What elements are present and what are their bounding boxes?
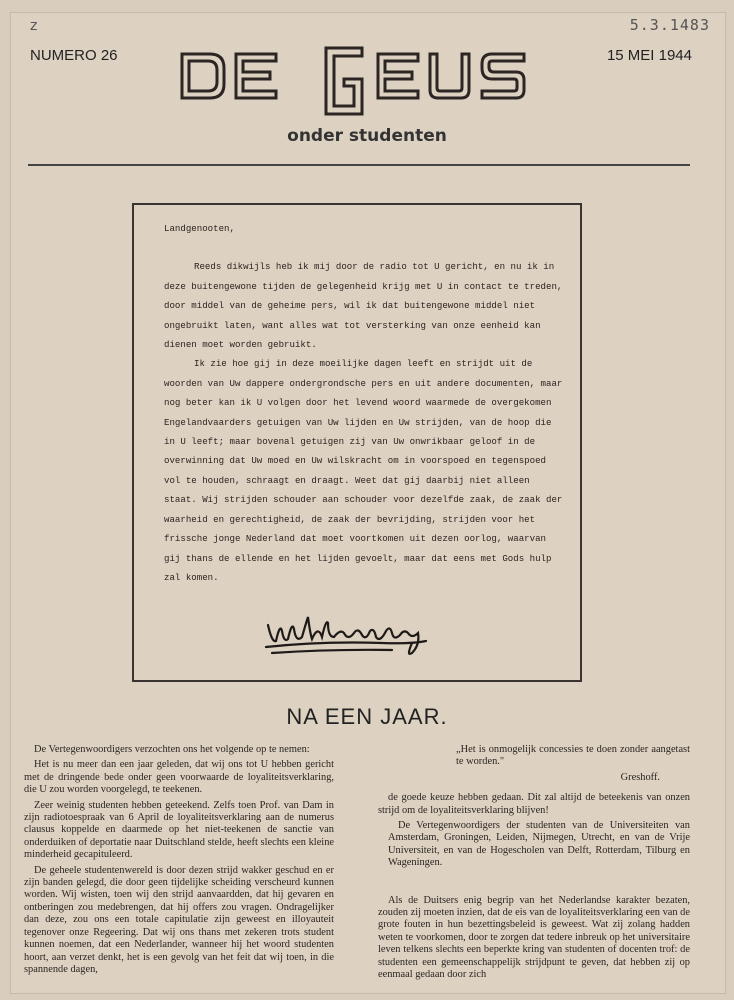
- header-divider: [28, 164, 690, 166]
- letter-salutation: Landgenooten,: [164, 223, 235, 234]
- signature-wilhelmina: [262, 603, 432, 663]
- letter-paragraph-2: Ik zie hoe gij in deze moeilijke dagen leeft en strijdt uit de woorden van Uw dappere ondergrondsche pers en uit andere documenten, maar nog beter kan ik U volgen door het levend woord waarmede de overgekomen Engelandvaarders getuigen van Uw lijden en Uw strijden, van de hoop die in U leeft; maar bovenal getuigen zij van Uw onwrikbaar geloof in de overwinning dat Uw moed en Uw wilskracht om in voorspoed en tegenspoed vol te houden, schraagt en draagt. Weet dat gij daarbij niet alleen staat. Wij strijden schouder aan schouder voor dezelfde zaak, de zaak der waarheid en gerechtigheid, de zaak der bevrijding, strijden voor het frissche jonge Nederland dat moet voortkomen uit dezen oorlog, waarvan gij thans de ellende en het lijden gevoelt, maar dat eens met Gods hulp zal komen.: [164, 358, 563, 583]
- archive-number: 5.3.1483: [629, 16, 710, 34]
- article-paragraph: Het is nu meer dan een jaar geleden, dat wij ons tot U hebben gericht met de dringende bede onder geen voorwaarde de loyaliteitsverklaring, die U zou worden voorgelegd, te teekenen.: [24, 759, 334, 796]
- article-paragraph: De Vertegenwoordigers der studenten van de Universiteiten van Amsterdam, Groningen, Leiden, Nijmegen, Utrecht, en van de Vrije Universiteit, en van de Hogescholen van Delft, Rotterdam, Tilburg en Wageningen.: [388, 820, 690, 869]
- letter-paragraph-1: Reeds dikwijls heb ik mij door de radio tot U gericht, en nu ik in deze buitengewone tijden de gelegenheid krijg met U in contact te treden, door middel van de geheime pers, wil ik dat buitengewone middel niet ongebruikt laten, want alles wat tot versterking van onze eenheid kan dienen moet worden gebruikt.: [164, 261, 563, 351]
- letter-body: [164, 219, 564, 587]
- svg-text:DE GEUS: DE GEUS: [363, 116, 368, 117]
- article-paragraph: Zeer weinig studenten hebben geteekend. Zelfs toen Prof. van Dam in zijn radiotoespraak van 6 April de loyaliteitsverklaring aan de numerus clausus koppelde en daarmede op het niet-teekenen de sanctie van onderduiken of deportatie naar Duitschland stelde, heeft slechts een kleine minderheid gecapituleerd.: [24, 799, 334, 861]
- article-paragraph: De Vertegenwoordigers verzochten ons het volgende op te nemen:: [34, 744, 310, 755]
- article-right-column: [378, 744, 690, 985]
- article-paragraph: de goede keuze hebben gedaan. Dit zal altijd de beteekenis van onzen strijd om de loyaliteitsverklaring blijven!: [378, 792, 690, 816]
- article-title: NA EEN JAAR.: [286, 704, 448, 729]
- article-paragraph: Als de Duitsers enig begrip van het Nederlandse karakter bezaten, zouden zij moeten inzien, dat de eis van de loyaliteitsverklaring een van de grote fouten in hun bezettingsbeleid is geweest. Wat zij zolang hadden weten te voorkomen, door te zorgen dat tedere inbreuk op het universitaire leven telkens slechts een beperkte kring van studenten of docenten trof: de studenten een gemeenschappelijk strijdpunt te geven, dat hebben zij op eenmaal gedaan door zich: [378, 894, 690, 981]
- corner-pencil-mark: z: [30, 18, 38, 34]
- article-paragraph: De geheele studentenwereld is door dezen strijd wakker geschud en er zijn banden gelegd, die door geen tijdelijke scheiding verscheurd kunnen worden. Wij wisten, toen wij den strijd aanvaardden, dat hij gevaren en ontberingen zou medebrengen, dat hij offers zou vragen. Ondragelijker dan deze, zou ons een totale capitulatie zijn geweest en illoyauteit tegenover onze Regeering. Dat wij ons thans met zekeren trots student kunnen noemen, dat een Nederlander, wanneer hij het woord studenten hoort, aan verzet denkt, het is een gevolg van het feit dat wij toen, in die spannende dagen,: [24, 864, 334, 975]
- article-left-column: [24, 744, 334, 979]
- epigraph-text: „Het is onmogelijk concessies te doen zonder aangetast te worden.": [456, 744, 690, 768]
- epigraph: [456, 744, 690, 784]
- issue-number: NUMERO 26: [30, 47, 118, 64]
- issue-date: 15 MEI 1944: [606, 47, 692, 64]
- royal-letter-box: [132, 203, 582, 682]
- epigraph-author: Greshoff.: [620, 771, 660, 783]
- masthead-logo: [178, 44, 548, 120]
- masthead-subtitle: onder studenten: [287, 126, 447, 146]
